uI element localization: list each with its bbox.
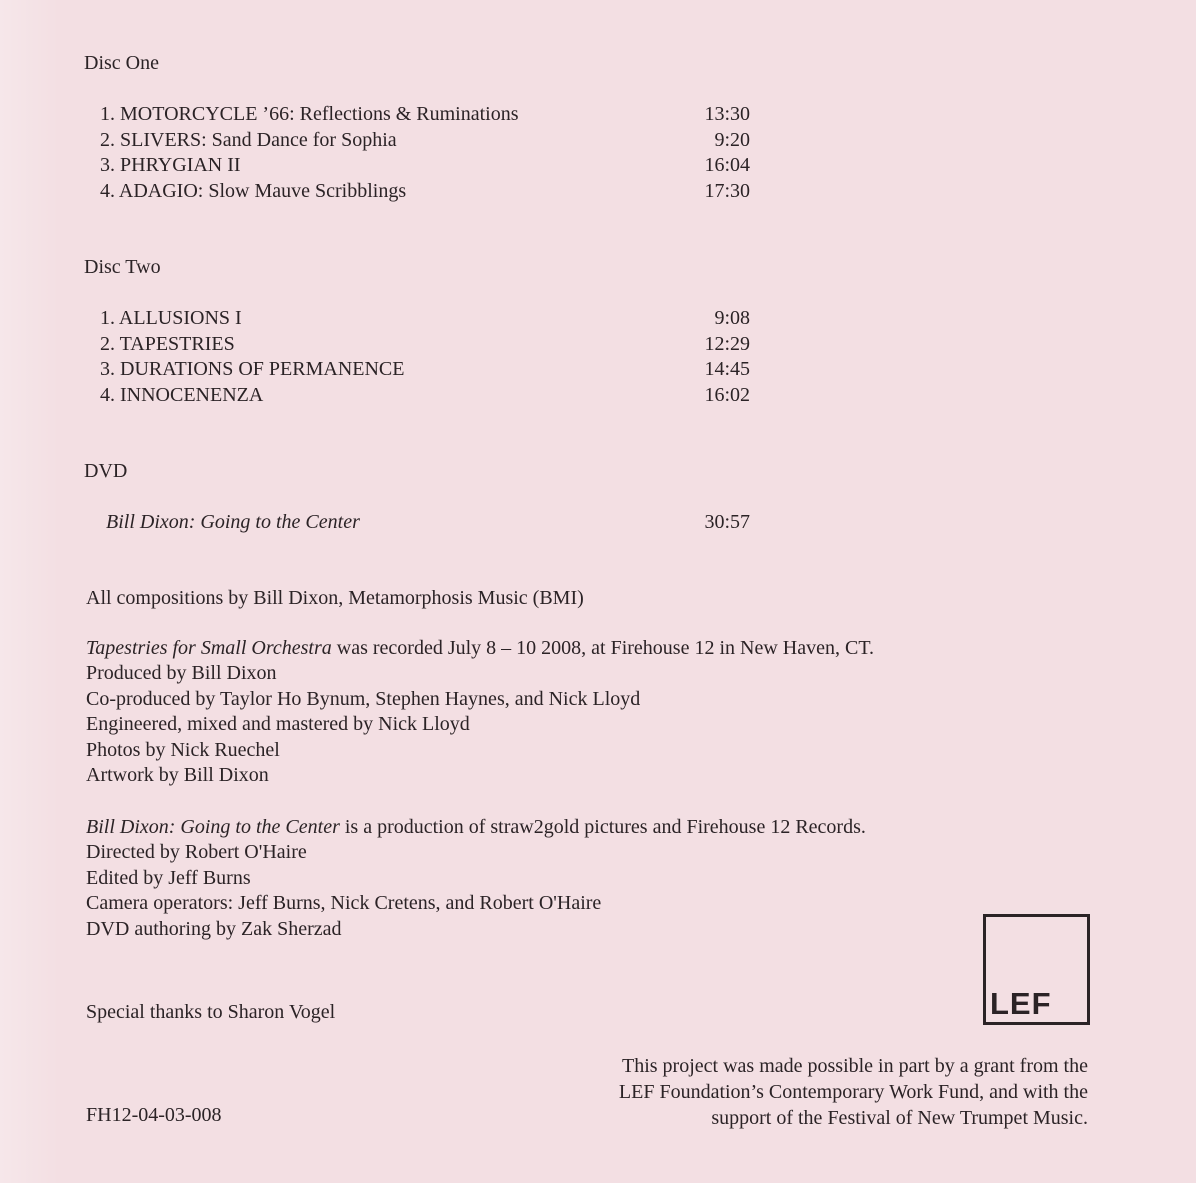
track-number: 3. xyxy=(100,358,115,380)
dvd-duration: 30:57 xyxy=(704,511,750,533)
film-production: is a production of straw2gold pictures and Firehouse 12 Records. xyxy=(339,816,866,838)
track-row xyxy=(100,332,750,358)
track-row xyxy=(100,383,750,409)
album-title: Tapestries for Small Orchestra xyxy=(86,637,332,659)
track-number: 4. xyxy=(100,179,115,202)
track-title: ADAGIO: Slow Mauve Scribblings xyxy=(118,179,407,202)
disc-one-heading: Disc One xyxy=(84,52,159,74)
track-duration: 16:02 xyxy=(704,383,750,406)
track-row xyxy=(100,357,750,383)
track-number: 1. xyxy=(100,307,115,329)
track-title: MOTORCYCLE ’66: Reflections & Ruminations xyxy=(120,103,519,125)
track-duration: 9:20 xyxy=(714,128,750,151)
track-duration: 13:30 xyxy=(704,103,750,125)
track-row xyxy=(100,153,750,179)
track-duration: 16:04 xyxy=(704,154,750,176)
paper-fold-shading xyxy=(0,0,60,1183)
track-number: 2. xyxy=(100,332,115,355)
track-title: INNOCENENZA xyxy=(120,383,264,406)
credit-line: Directed by Robert O'Haire xyxy=(86,841,307,864)
track-title: ALLUSIONS I xyxy=(118,307,242,329)
credit-line: Photos by Nick Ruechel xyxy=(86,738,280,761)
disc-two-heading: Disc Two xyxy=(84,256,161,278)
track-number: 4. xyxy=(100,383,115,406)
grant-line: LEF Foundation’s Contemporary Work Fund, and with the xyxy=(618,1081,1088,1103)
dvd-heading: DVD xyxy=(84,460,128,482)
lef-logo-text: LEF xyxy=(990,986,1052,1021)
recording-credits xyxy=(86,636,874,788)
dvd-title: Bill Dixon: Going to the Center xyxy=(106,511,360,533)
track-row xyxy=(100,306,750,332)
special-thanks: Special thanks to Sharon Vogel xyxy=(86,1001,336,1023)
track-row xyxy=(100,179,750,205)
credit-line: Edited by Jeff Burns xyxy=(86,866,251,889)
grant-line: support of the Festival of New Trumpet Music. xyxy=(711,1107,1088,1129)
track-number: 1. xyxy=(100,103,115,125)
track-title: SLIVERS: Sand Dance for Sophia xyxy=(120,128,397,151)
credit-line: Produced by Bill Dixon xyxy=(86,662,277,685)
credit-line: Artwork by Bill Dixon xyxy=(86,763,269,786)
track-title: DURATIONS OF PERMANENCE xyxy=(120,358,405,380)
track-number: 2. xyxy=(100,128,115,151)
recording-statement xyxy=(86,636,874,661)
disc-two-tracklist xyxy=(100,306,750,408)
track-duration: 9:08 xyxy=(714,307,750,329)
disc-one-tracklist xyxy=(100,102,750,204)
catalog-number: FH12-04-03-008 xyxy=(86,1104,222,1126)
track-duration: 17:30 xyxy=(704,179,750,202)
credit-line: Co-produced by Taylor Ho Bynum, Stephen Haynes, and Nick Lloyd xyxy=(86,687,641,710)
track-title: PHRYGIAN II xyxy=(120,154,241,176)
track-duration: 12:29 xyxy=(704,332,750,355)
track-row xyxy=(100,128,750,154)
credit-line: Camera operators: Jeff Burns, Nick Cretens, and Robert O'Haire xyxy=(86,892,602,915)
dvd-item xyxy=(106,510,750,535)
track-number: 3. xyxy=(100,154,115,176)
compositions-credit: All compositions by Bill Dixon, Metamorphosis Music (BMI) xyxy=(86,587,584,609)
track-row xyxy=(100,102,750,128)
lef-logo xyxy=(983,914,1090,1025)
film-credits xyxy=(86,815,866,942)
credit-line: Engineered, mixed and mastered by Nick Lloyd xyxy=(86,713,470,736)
film-title: Bill Dixon: Going to the Center xyxy=(86,816,340,838)
film-statement xyxy=(86,815,866,840)
credit-line: DVD authoring by Zak Sherzad xyxy=(86,917,342,940)
track-title: TAPESTRIES xyxy=(119,332,235,355)
track-duration: 14:45 xyxy=(704,358,750,380)
grant-line: This project was made possible in part by a grant from the xyxy=(622,1055,1088,1077)
recording-details: was recorded July 8 – 10 2008, at Firehouse 12 in New Haven, CT. xyxy=(331,637,875,659)
grant-statement xyxy=(619,1053,1088,1131)
